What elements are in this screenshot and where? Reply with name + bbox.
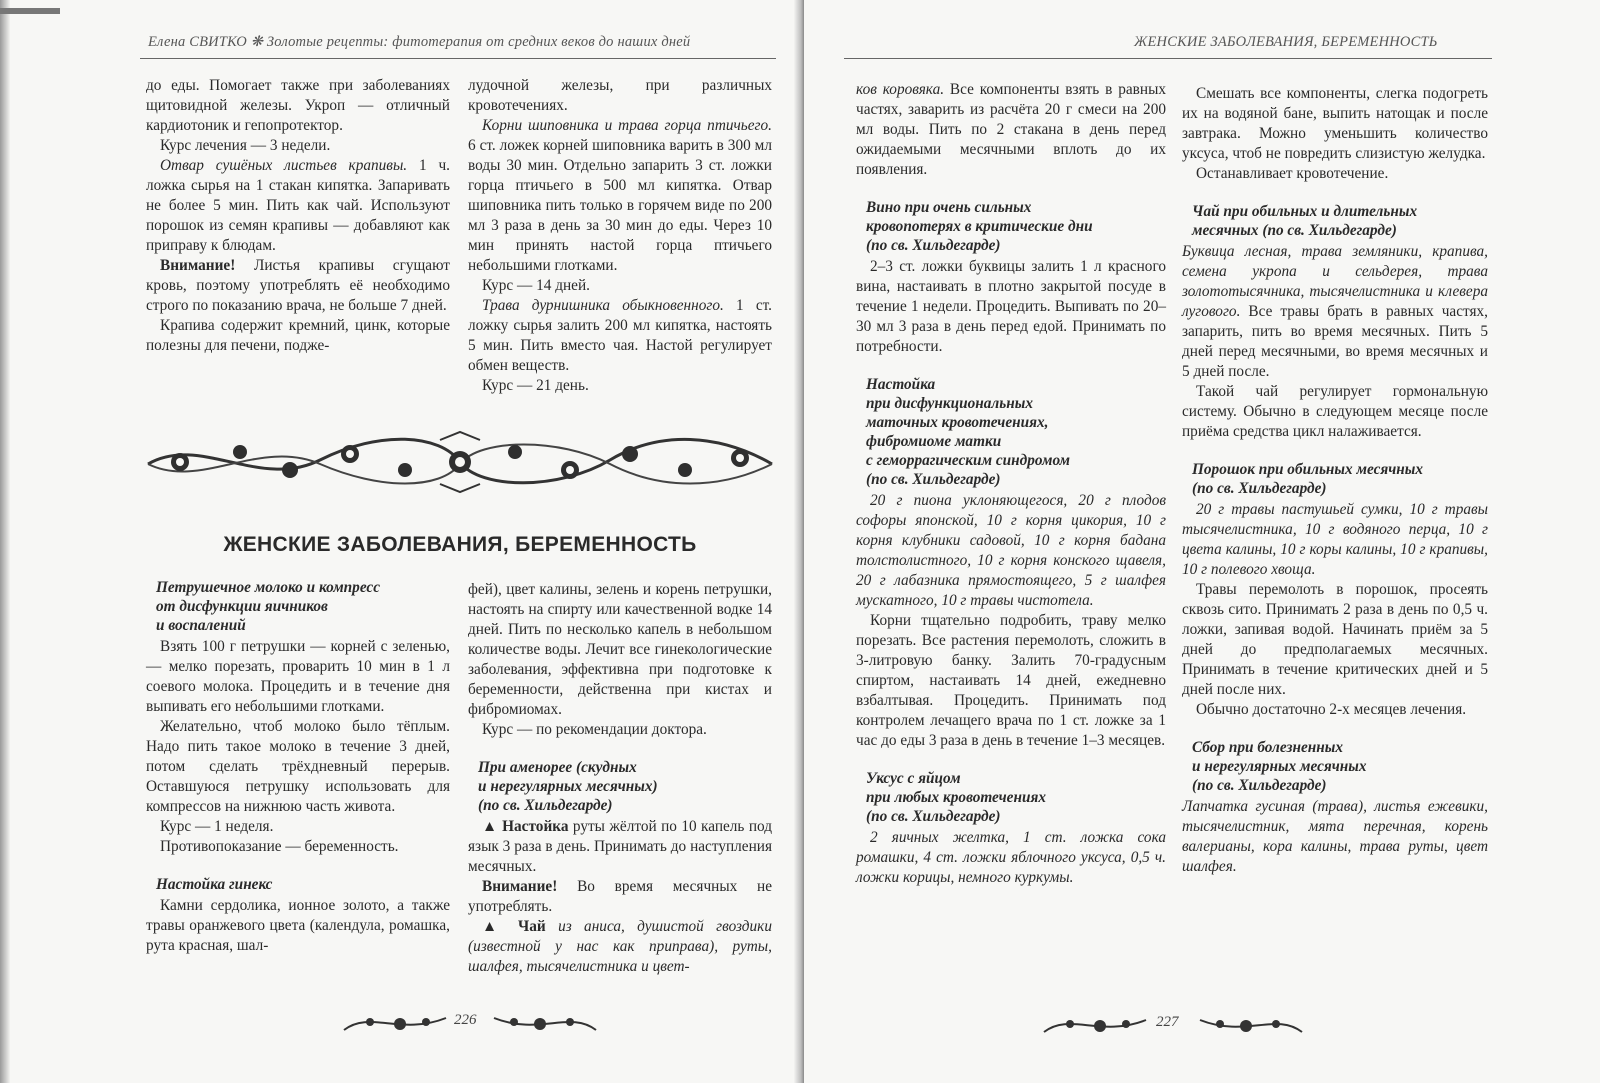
warning-paragraph xyxy=(468,877,772,917)
paragraph xyxy=(468,817,772,877)
recipe-paragraph xyxy=(468,296,772,376)
recipe-heading xyxy=(1192,738,1488,795)
paragraph: Желательно, чтоб молоко было тёплым. Надо пить такое молоко в течение 3 дней, потом сделать трёхдневный перерыв. Оставшуюся петрушку использовать для компрессов на нижнюю часть живота. xyxy=(146,718,450,815)
heading-line: (по св. Хильдегарде) xyxy=(1192,777,1327,794)
recipe-heading xyxy=(478,758,772,815)
footer-ornament-left xyxy=(1040,1012,1150,1038)
heading-line: (по св. Хильдегарде) xyxy=(866,808,1001,825)
warning-paragraph xyxy=(146,256,450,316)
heading-line: при дисфункциональных xyxy=(866,395,1033,412)
paragraph-text: руты жёлтой по 10 капель под язык 3 раза в день. Принимать до наступления месячных. xyxy=(468,818,772,875)
heading-line: (по св. Хильдегарде) xyxy=(1192,480,1327,497)
paragraph: до еды. Помогает также при заболеваниях щитовидной железы. Укроп — отличный кардиотоник и гепопротектор. xyxy=(146,77,450,134)
recipe-heading xyxy=(866,769,1166,826)
paragraph xyxy=(468,917,772,977)
left-bottom-column-2 xyxy=(468,580,772,977)
warning-text: Листья крапивы сгущают кровь, поэтому употреблять её необходимо строго по показанию врача, не больше 7 дней. xyxy=(146,257,450,314)
ingredients-paragraph: 20 г травы пастушьей сумки, 10 г травы тысячелистника, 10 г водяного перца, 10 г цвета калины, 10 г коры калины, 10 г крапивы, 10 г полевого хвоща. xyxy=(1182,501,1488,578)
paragraph: 2–3 ст. ложки буквицы залить 1 л красного вина, настаивать в плотно закрытой посуде в течение 1 недели. Процедить. Выпивать по 20–30 мл 3 раза в день перед едой. Принимать по потребности. xyxy=(856,258,1166,355)
paragraph: Корни тщательно подробить, траву мелко порезать. Все растения перемолоть, сложить в 3-литровую банку. Залить 70-градусным спиртом, настаивать 14 дней, ежедневно взбалтывая. Процедить. Принимать под контролем лечащего врача по 1 ст. ложке за 1 час до еды 3 раза в день в течение 1–3 месяцев. xyxy=(856,612,1166,749)
recipe-heading xyxy=(1192,460,1488,498)
heading-line: Настойка xyxy=(866,376,936,393)
heading-line: (по св. Хильдегарде) xyxy=(866,237,1001,254)
left-bottom-column-1 xyxy=(146,566,450,956)
footer-ornament-left xyxy=(340,1010,450,1036)
ingredients-paragraph: 2 яичных желтка, 1 ст. ложка сока ромашки, 4 ст. ложки яблочного уксуса, 0,5 ч. ложки корицы, немного куркумы. xyxy=(856,829,1166,886)
paragraph xyxy=(856,80,1166,180)
paragraph: лудочной железы, при различных кровотечениях. xyxy=(468,77,772,114)
heading-line: и воспалений xyxy=(156,617,246,634)
paragraph: Крапива содержит кремний, цинк, которые полезны для печени, подже- xyxy=(146,317,450,354)
recipe-title: Трава дурнишника обыкновенного. xyxy=(482,297,724,314)
paragraph xyxy=(1182,242,1488,382)
recipe-text: 1 ст. ложку сырья залить 200 мл кипятка, настоять 5 мин. Пить вместо чая. Настой регулирует обмен веществ. xyxy=(468,297,772,374)
paragraph: Камни сердолика, ионное золото, а также травы оранжевого цвета (календула, ромашка, рута красная, шал- xyxy=(146,897,450,954)
section-title: ЖЕНСКИЕ ЗАБОЛЕВАНИЯ, БЕРЕМЕННОСТЬ xyxy=(223,533,697,556)
paragraph-text: из аниса, душистой гвоздики (известной у нас как приправа), руты, шалфея, тысячелистника и цвет- xyxy=(468,918,772,975)
heading-line: с геморрагическим синдромом xyxy=(866,452,1070,469)
paragraph-text: Все травы брать в равных частях, запарить, пить во время месячных. Пить 5 дней перед месячными, во время месячных и 5 дней после. xyxy=(1182,303,1488,380)
running-header-right: ЖЕНСКИЕ ЗАБОЛЕВАНИЯ, БЕРЕМЕННОСТЬ xyxy=(1134,34,1438,50)
paragraph: Курс — 1 неделя. xyxy=(160,818,274,835)
heading-line: фибромиоме матки xyxy=(866,433,1002,450)
paragraph: Курс — 21 день. xyxy=(482,377,589,394)
paragraph: Останавливает кровотечение. xyxy=(1196,165,1389,182)
heading-line: При аменорее (скудных xyxy=(478,759,637,776)
heading-line: (по св. Хильдегарде) xyxy=(478,797,613,814)
warning-label: Внимание! xyxy=(160,257,236,274)
recipe-heading xyxy=(156,578,450,635)
triangle-bullet-icon: ▲ xyxy=(482,818,503,835)
floral-ornament-band xyxy=(140,430,780,494)
italic-text: ков коровяка. xyxy=(856,81,945,98)
paragraph: Взять 100 г петрушки — корней с зеленью, — мелко порезать, проварить 10 мин в 1 л соевого молока. Процедить и в течение дня выпивать его небольшими глотками. xyxy=(146,638,450,715)
paragraph: Курс — 14 дней. xyxy=(482,277,590,294)
recipe-paragraph xyxy=(468,116,772,276)
paragraph: Обычно достаточно 2-х месяцев лечения. xyxy=(1196,701,1467,718)
warning-label: Внимание! xyxy=(482,878,558,895)
italic-text: Буквица лесная, трава земляники, крапива, семена укропа и сельдерея, трава золототысячника, тысячелистника и клевера лугового. xyxy=(1182,243,1488,320)
heading-line: Петрушечное молоко и компресс xyxy=(156,579,380,596)
recipe-heading xyxy=(1192,202,1488,240)
footer-ornament-right xyxy=(490,1010,600,1036)
recipe-text: 1 ч. ложка сырья на 1 стакан кипятка. Запаривать не более 5 мин. Пить как чай. Используют порошок из семян крапивы — добавляют как приправу к блюдам. xyxy=(146,157,450,254)
recipe-heading xyxy=(866,198,1166,255)
heading-line: при любых кровотечениях xyxy=(866,789,1046,806)
left-top-column-2 xyxy=(468,76,772,396)
page-number-left: 226 xyxy=(454,1012,477,1028)
heading-line: Порошок при обильных месячных xyxy=(1192,461,1424,478)
bold-label: Настойка xyxy=(502,818,569,835)
page-corner-mark xyxy=(0,8,60,14)
heading-line: (по св. Хильдегарде) xyxy=(866,471,1001,488)
footer-ornament-right xyxy=(1196,1012,1306,1038)
recipe-title: Отвар сушёных листьев крапивы. xyxy=(160,157,408,174)
paragraph: Противопоказание — беременность. xyxy=(160,838,399,855)
recipe-paragraph xyxy=(146,156,450,256)
right-column-1 xyxy=(856,80,1166,888)
bold-label: Чай xyxy=(518,918,546,935)
ingredients-paragraph: 20 г пиона уклоняющегося, 20 г плодов софоры японской, 10 г корня цикория, 10 г корня клубники садовой, 10 г корня бадана толстолистного, 10 г корня конского щавеля, 20 г лабазника прямостоящего, 5 г шалфея мускатного, 10 г травы чистотела. xyxy=(856,492,1166,609)
right-column-2 xyxy=(1182,84,1488,877)
recipe-heading xyxy=(156,875,450,894)
heading-line: месячных (по св. Хильдегарде) xyxy=(1192,222,1397,239)
page-edge-shadow xyxy=(0,0,10,1083)
paragraph: Смешать все компоненты, слегка подогреть их на водяной бане, выпить натощак и после завтрака. Можно уменьшить количество уксуса, чтоб не повредить слизистую желудка. xyxy=(1182,85,1488,162)
header-rule-left xyxy=(140,58,776,59)
paragraph: фей), цвет калины, зелень и корень петрушки, настоять на спирту или качественной водке 14 дней. Пить по несколько капель в небольшом количестве воды. Лечит все гинекологические заболевания, эффективна при подготовке к беременности, действенна при кистах и фибромиомах. xyxy=(468,581,772,718)
paragraph: Травы перемолоть в порошок, просеять сквозь сито. Принимать 2 раза в день по 0,5 ч. ложки, запивая водой. Начинать приём за 5 дней до предполагаемых месячных. Принимать в течение критических дней и 5 дней после них. xyxy=(1182,581,1488,698)
paragraph: Такой чай регулирует гормональную систему. Обычно в следующем месяце после приёма средства цикл налаживается. xyxy=(1182,383,1488,440)
heading-line: кровопотерях в критические дни xyxy=(866,218,1093,235)
triangle-bullet-icon: ▲ xyxy=(482,918,519,935)
heading-line: от дисфункции яичников xyxy=(156,598,328,615)
heading-line: Настойка гинекс xyxy=(156,876,273,893)
heading-line: Вино при очень сильных xyxy=(866,199,1032,216)
paragraph: Курс — по рекомендации доктора. xyxy=(482,721,707,738)
heading-line: Сбор при болезненных xyxy=(1192,739,1343,756)
paragraph-text: Все компоненты взять в равных частях, заварить из расчёта 20 г смеси на 200 мл воды. Пить по 2 стакана в день перед ожидаемыми месячными вплоть до их появления. xyxy=(856,81,1167,178)
header-rule-right xyxy=(844,58,1492,59)
recipe-text: 6 ст. ложек корней шиповника варить в 300 мл воды 30 мин. Отдельно запарить 3 ст. ложки горца птичьего в 500 мл кипятка. Отвар шиповника пить только в горячем виде по 200 мл 3 раза в день за 30 мин до еды. Через 10 мин принять настой горца птичьего небольшими глотками. xyxy=(468,137,772,274)
recipe-title: Корни шиповника и трава горца птичьего. xyxy=(482,117,772,134)
heading-line: и нерегулярных месячных) xyxy=(478,778,658,795)
recipe-heading xyxy=(866,375,1166,489)
right-page xyxy=(804,0,1600,1083)
running-header-left: Елена СВИТКО ❋ Золотые рецепты: фитотерапия от средних веков до наших дней xyxy=(148,34,691,50)
heading-line: маточных кровотечениях, xyxy=(866,414,1049,431)
heading-line: и нерегулярных месячных xyxy=(1192,758,1367,775)
page-number-right: 227 xyxy=(1156,1014,1179,1030)
heading-line: Чай при обильных и длительных xyxy=(1192,203,1418,220)
paragraph: Курс лечения — 3 недели. xyxy=(160,137,331,154)
left-top-column-1 xyxy=(146,76,450,356)
heading-line: Уксус с яйцом xyxy=(866,770,961,787)
warning-text: Во время месячных не употреблять. xyxy=(468,878,772,915)
ingredients-paragraph: Лапчатка гусиная (трава), листья ежевики, тысячелистник, мята перечная, корень валерианы, кора калины, трава руты, цвет шалфея. xyxy=(1182,798,1488,875)
